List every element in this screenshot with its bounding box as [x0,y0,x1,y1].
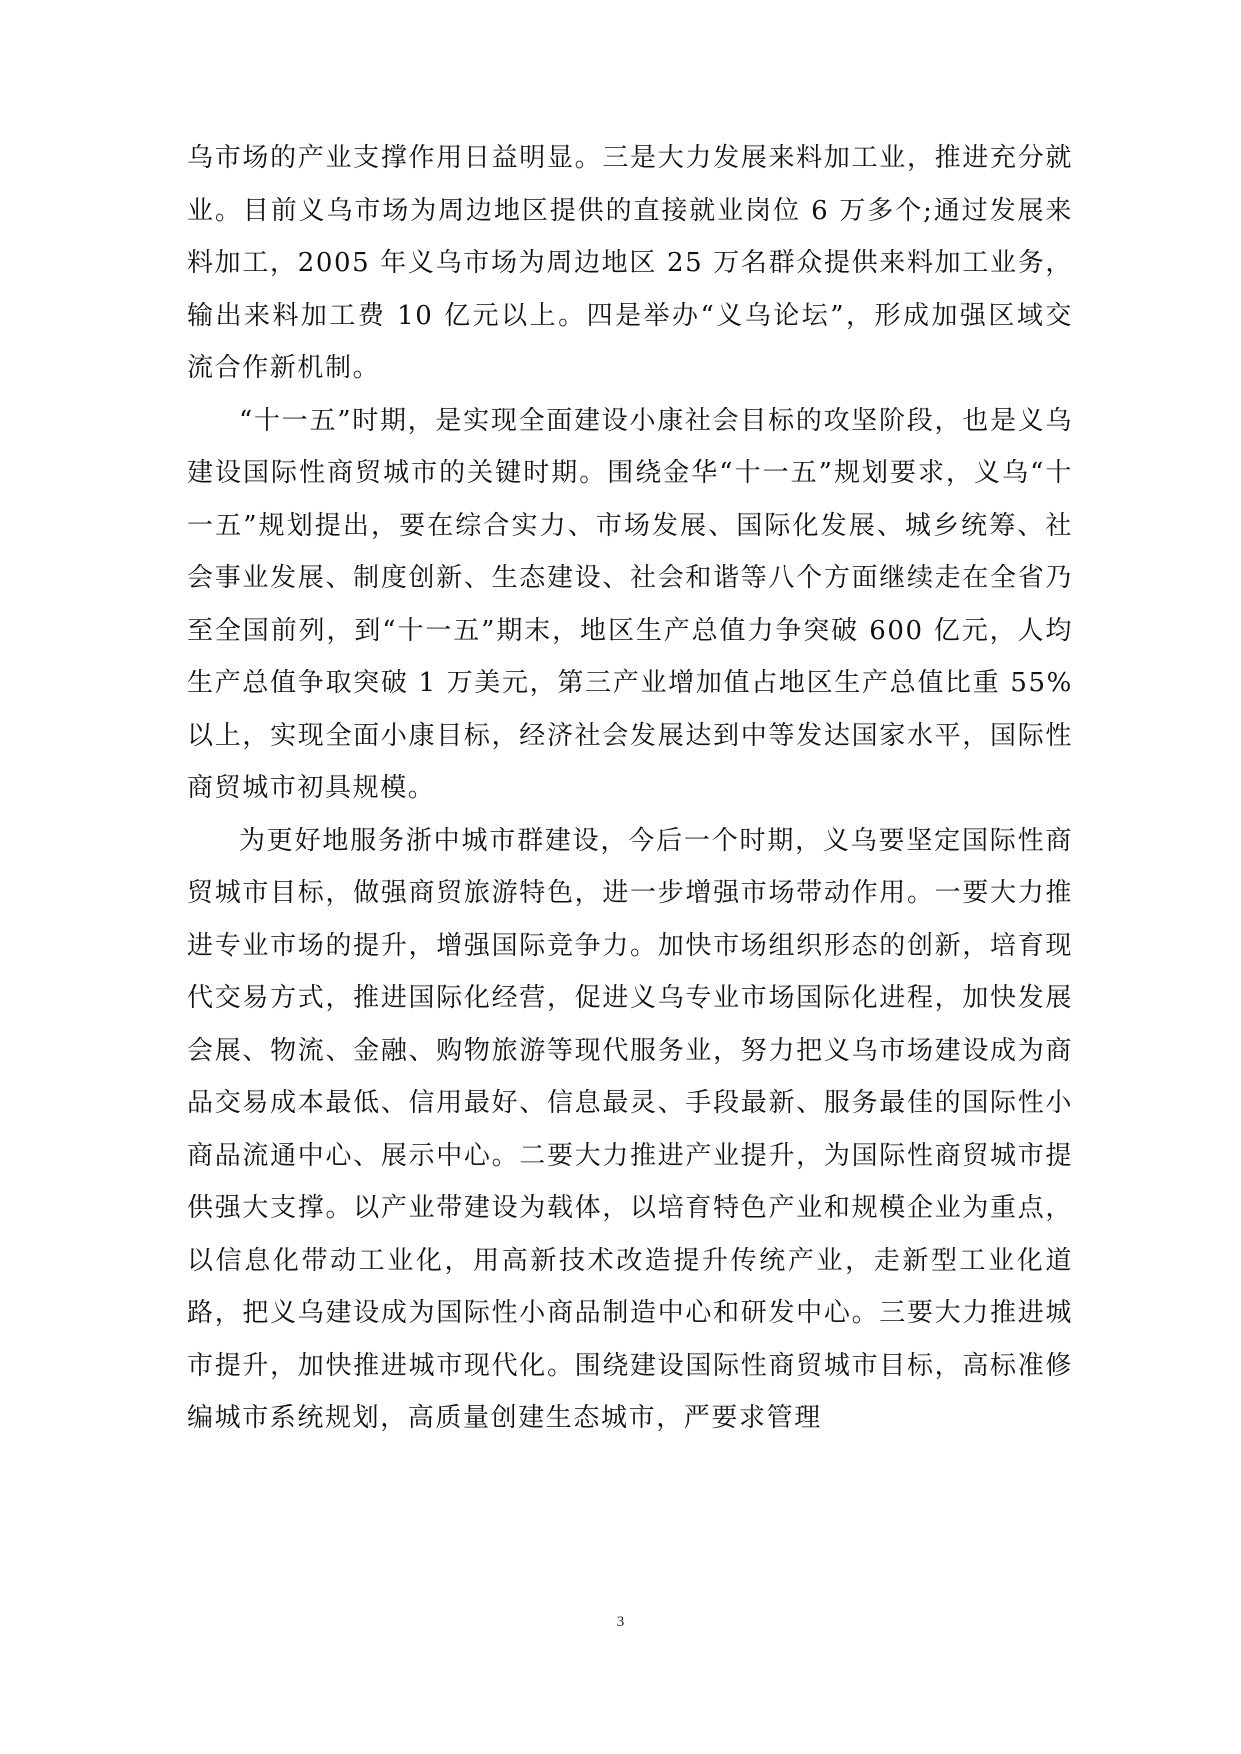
paragraph-eleventh-five-year-plan: “十一五”时期，是实现全面建设小康社会目标的攻坚阶段，也是义乌建设国际性商贸城市的关键时期。围绕金华“十一五”规划要求，义乌“十一五”规划提出，要在综合实力、市场发展、国际化发展、城乡统筹、社会事业发展、制度创新、生态建设、社会和谐等八个方面继续走在全省乃至全国前列，到“十一五”期末，地区生产总值力争突破 600 亿元，人均生产总值争取突破 1 万美元，第三产业增加值占地区生产总值比重 55%以上，实现全面小康目标，经济社会发展达到中等发达国家水平，国际性商贸城市初具规模。 [187,405,1073,803]
page-number: 3 [616,1614,625,1630]
body-text [187,132,1073,1445]
paragraph-city-cluster-service: 为更好地服务浙中城市群建设，今后一个时期，义乌要坚定国际性商贸城市目标，做强商贸旅游特色，进一步增强市场带动作用。一要大力推进专业市场的提升，增强国际竞争力。加快市场组织形态的创新，培育现代交易方式，推进国际化经营，促进义乌专业市场国际化进程，加快发展会展、物流、金融、购物旅游等现代服务业，努力把义乌市场建设成为商品交易成本最低、信用最好、信息最灵、手段最新、服务最佳的国际性小商品流通中心、展示中心。二要大力推进产业提升，为国际性商贸城市提供强大支撑。以产业带建设为载体，以培育特色产业和规模企业为重点，以信息化带动工业化，用高新技术改造提升传统产业，走新型工业化道路，把义乌建设成为国际性小商品制造中心和研发中心。三要大力推进城市提升，加快推进城市现代化。围绕建设国际性商贸城市目标，高标准修编城市系统规划，高质量创建生态城市，严要求管理 [187,825,1073,1433]
paragraph-continued: 乌市场的产业支撑作用日益明显。三是大力发展来料加工业，推进充分就业。目前义乌市场为周边地区提供的直接就业岗位 6 万多个;通过发展来料加工，2005 年义乌市场为周边地区 25 万名群众提供来料加工业务，输出来料加工费 10 亿元以上。四是举办“义乌论坛”，形成加强区域交流合作新机制。 [187,143,1073,383]
